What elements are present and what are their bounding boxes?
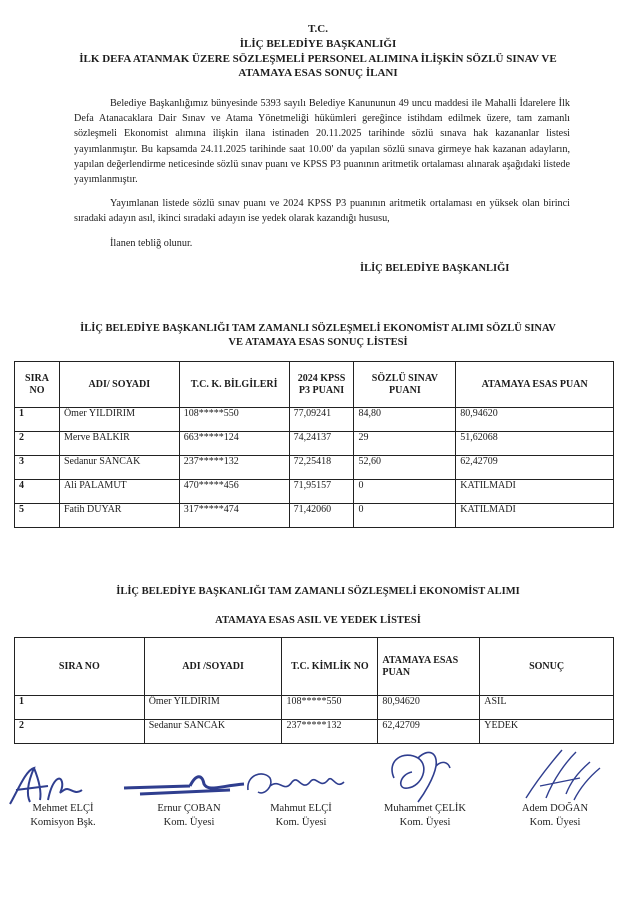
table-row [15, 408, 614, 432]
signatory-role: Kom. Üyesi [529, 817, 581, 828]
table-row [15, 456, 614, 480]
header-sozlu-puani: SÖZLÜ SINAV PUANI [354, 362, 456, 408]
cell-sira: 1 [15, 408, 60, 432]
header-atamaya-esas-puan: ATAMAYA ESAS PUAN [378, 638, 480, 696]
header-tc-kimlik-no: T.C. KİMLİK NO [282, 638, 378, 696]
cell-name: Sedanur SANCAK [59, 456, 179, 480]
signatory-4 [370, 802, 480, 830]
cell-name: Ömer YILDIRIM [59, 408, 179, 432]
cell-kpss: 71,42060 [289, 504, 354, 528]
cell-sonuc: YEDEK [480, 720, 614, 744]
table-row [15, 696, 614, 720]
cell-sozlu: 0 [354, 504, 456, 528]
assignment-table [14, 637, 614, 744]
cell-name: Ali PALAMUT [59, 480, 179, 504]
header-sira-no: SIRA NO [15, 638, 145, 696]
header-sonuc: SONUÇ [480, 638, 614, 696]
header-title-line2: ATAMAYA ESAS SONUÇ İLANI [238, 67, 398, 79]
cell-esas: 62,42709 [378, 720, 480, 744]
cell-tc: 317*****474 [179, 504, 289, 528]
cell-esas: KATILMADI [456, 480, 614, 504]
cell-name: Merve BALKIR [59, 432, 179, 456]
header-title-line1: İLK DEFA ATANMAK ÜZERE SÖZLEŞMELİ PERSONEL ALIMINA İLİŞKİN SÖZLÜ SINAV VE [79, 53, 557, 65]
table-row [15, 432, 614, 456]
cell-kpss: 77,09241 [289, 408, 354, 432]
cell-sira: 4 [15, 480, 60, 504]
signatory-name: Muhammet ÇELİK [384, 803, 466, 814]
table-row [15, 504, 614, 528]
table2-title-line1: İLİÇ BELEDİYE BAŞKANLIĞI TAM ZAMANLI SÖZLEŞMELİ EKONOMİST ALIMI [116, 586, 520, 597]
cell-sozlu: 29 [354, 432, 456, 456]
header-kpss-puani: 2024 KPSS P3 PUANI [289, 362, 354, 408]
signatory-name: Mehmet ELÇİ [32, 803, 94, 814]
table-row [15, 480, 614, 504]
paragraph-3: İlanen tebliğ olunur. [110, 238, 193, 249]
header-adi-soyadi: ADI /SOYADI [144, 638, 282, 696]
paragraph-1 [74, 96, 570, 187]
cell-sira: 2 [15, 432, 60, 456]
signatory-1 [8, 802, 118, 830]
table2-header-row [15, 638, 614, 696]
cell-sozlu: 52,60 [354, 456, 456, 480]
signatory-role: Kom. Üyesi [275, 817, 327, 828]
cell-esas: 80,94620 [378, 696, 480, 720]
signatory-role: Komisyon Bşk. [30, 817, 96, 828]
paragraph-2 [74, 196, 570, 226]
signatory-5 [500, 802, 610, 830]
cell-esas: 62,42709 [456, 456, 614, 480]
cell-sira: 1 [15, 696, 145, 720]
cell-tc: 237*****132 [282, 720, 378, 744]
header-tc-bilgileri: T.C. K. BİLGİLERİ [179, 362, 289, 408]
cell-sira: 2 [15, 720, 145, 744]
signatory-3 [246, 802, 356, 830]
cell-tc: 237*****132 [179, 456, 289, 480]
signatory-2 [134, 802, 244, 830]
cell-tc: 470*****456 [179, 480, 289, 504]
cell-esas: KATILMADI [456, 504, 614, 528]
header-adi-soyadi: ADI/ SOYADI [59, 362, 179, 408]
header-atamaya-esas-puan: ATAMAYA ESAS PUAN [456, 362, 614, 408]
cell-esas: 80,94620 [456, 408, 614, 432]
paragraph-2-text: Yayımlanan listede sözlü sınav puanı ve 2024 KPSS P3 puanının aritmetik ortalaması en yüksek olan birinci sıradaki adayın asıl, ikinci sıradaki adayın ise yedek olarak kazandığı hususu, [74, 198, 570, 225]
cell-sira: 3 [15, 456, 60, 480]
table2-title-line2: ATAMAYA ESAS ASIL VE YEDEK LİSTESİ [215, 615, 421, 626]
table1-title-line2: VE ATAMAYA ESAS SONUÇ LİSTESİ [228, 337, 408, 348]
signatory-name: Ernur ÇOBAN [157, 803, 221, 814]
institution-signature: İLİÇ BELEDİYE BAŞKANLIĞI [360, 263, 510, 274]
header-tc: T.C. [308, 23, 328, 35]
cell-kpss: 71,95157 [289, 480, 354, 504]
signatory-role: Kom. Üyesi [163, 817, 215, 828]
cell-name: Ömer YILDIRIM [144, 696, 282, 720]
cell-esas: 51,62068 [456, 432, 614, 456]
cell-sonuc: ASIL [480, 696, 614, 720]
cell-name: Sedanur SANCAK [144, 720, 282, 744]
signatory-role: Kom. Üyesi [399, 817, 451, 828]
cell-sira: 5 [15, 504, 60, 528]
table1-title-line1: İLİÇ BELEDİYE BAŞKANLIĞI TAM ZAMANLI SÖZLEŞMELİ EKONOMİST ALIMI SÖZLÜ SINAV [80, 323, 556, 334]
cell-sozlu: 0 [354, 480, 456, 504]
header-institution: İLİÇ BELEDİYE BAŞKANLIĞI [239, 38, 397, 50]
cell-kpss: 74,24137 [289, 432, 354, 456]
paragraph-1-text: Belediye Başkanlığımız bünyesinde 5393 sayılı Belediye Kanununun 49 uncu maddesi ile Mahalli İdarelere İlk Defa Atanacaklara Dair Sınav ve Atama Yönetmeliği hükümleri gereğince istihdam edilmek üzere, tam zamanlı sözleşmeli Ekonomist alımına ilişkin ilana istinaden 20.11.2025 tarihinde sözlü sınava hak kazananlar listesi yayımlanmıştır. Bu kapsamda 24.11.2025 tarihinde saat 10.00' da yapılan sözlü sınava girmeye hak kazanan adayların, yapılan değerlendirme neticesinde sözlü sınav puanı ve KPSS P3 puanının aritmetik ortalaması alınarak aşağıdaki listede yayımlanmıştır. [74, 98, 570, 186]
signature-ernur-coban [120, 764, 250, 804]
cell-sozlu: 84,80 [354, 408, 456, 432]
cell-tc: 663*****124 [179, 432, 289, 456]
cell-tc: 108*****550 [179, 408, 289, 432]
signatory-name: Mahmut ELÇİ [270, 803, 332, 814]
cell-kpss: 72,25418 [289, 456, 354, 480]
signatory-name: Adem DOĞAN [521, 803, 589, 814]
cell-name: Fatih DUYAR [59, 504, 179, 528]
results-table [14, 361, 614, 528]
header-sira-no: SIRA NO [15, 362, 60, 408]
table1-header-row [15, 362, 614, 408]
cell-tc: 108*****550 [282, 696, 378, 720]
